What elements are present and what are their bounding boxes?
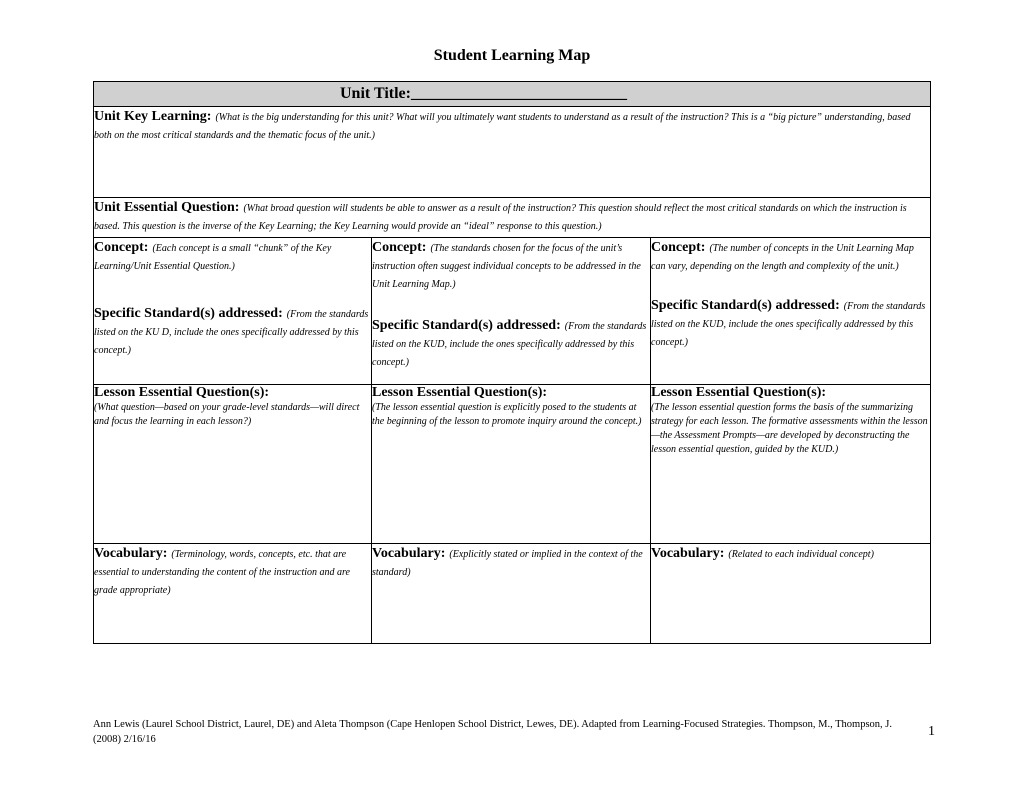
concept-cell-3: [651, 238, 931, 385]
vocabulary-note: (Explicitly stated or implied in the context of the standard): [372, 549, 643, 578]
standard-note: (From the standards listed on the KUD, include the ones specifically addressed by this concept.): [372, 321, 647, 368]
vocabulary-label: Vocabulary:: [651, 546, 725, 561]
concept-label: Concept:: [651, 240, 706, 255]
vocabulary-cell-1: [94, 544, 372, 644]
unit-key-learning-cell: [94, 107, 931, 198]
concept-cell-1: [94, 238, 372, 385]
vocabulary-cell-3: [651, 544, 931, 644]
unit-essential-question-label: Unit Essential Question:: [94, 200, 240, 215]
lesson-question-cell-2: [372, 385, 651, 544]
concept-note: (Each concept is a small “chunk” of the Key Learning/Unit Essential Question.): [94, 243, 332, 272]
concept-label: Concept:: [94, 240, 149, 255]
unit-title-row: [94, 82, 931, 107]
standard-label: Specific Standard(s) addressed:: [651, 298, 840, 313]
standard-note: (From the standards listed on the KU D, include the ones specifically addressed by this concept.): [94, 309, 369, 356]
lesson-question-note: (What question—based on your grade-level standards—will direct and focus the learning in each lesson?): [94, 402, 360, 427]
unit-essential-question-cell: [94, 198, 931, 238]
standard-label: Specific Standard(s) addressed:: [372, 318, 561, 333]
concept-cell-2: [372, 238, 651, 385]
vocabulary-cell-2: [372, 544, 651, 644]
concept-note: (The number of concepts in the Unit Learning Map can vary, depending on the length and complexity of the unit.): [651, 243, 914, 272]
page-number: 1: [928, 724, 935, 739]
lesson-question-note: (The lesson essential question is explicitly posed to the students at the beginning of the lesson to promote inquiry around the concept.): [372, 402, 642, 427]
footer-citation: Ann Lewis (Laurel School District, Laurel, DE) and Aleta Thompson (Cape Henlopen School District, Lewes, DE). Adapted from Learning-Focused Strategies. Thompson, M., Thompson, J. (2008) 2/16/16: [93, 719, 893, 745]
concept-note: (The standards chosen for the focus of the unit’s instruction often suggest individual concepts to be addressed in the Unit Learning Map.): [372, 243, 641, 290]
lesson-question-note: (The lesson essential question forms the basis of the summarizing strategy for each lesson. The formative assessments within the lesson—the Assessment Prompts—are developed by deconstructing the lesson essential question, guided by the KUD.): [651, 402, 928, 455]
lesson-question-cell-1: [94, 385, 372, 544]
unit-title-label: Unit Title:___________________________: [340, 85, 627, 102]
unit-essential-question-note: (What broad question will students be able to answer as a result of the instruction? This question should reflect the most critical standards on which the instruction is based. This question is the inverse of the Key Learning; the Key Learning would provide an “ideal” response to this question.): [94, 203, 907, 232]
page-title: Student Learning Map: [433, 47, 591, 64]
concept-label: Concept:: [372, 240, 427, 255]
unit-key-learning-note: (What is the big understanding for this unit? What will you ultimately want students to understand as a result of the instruction? This is a “big picture” understanding, based both on the most critical standards and the thematic focus of the unit.): [94, 112, 911, 141]
vocabulary-note: (Terminology, words, concepts, etc. that are essential to understanding the content of the instruction and are grade appropriate): [94, 549, 350, 596]
unit-key-learning-label: Unit Key Learning:: [94, 109, 212, 124]
learning-map-table: [93, 81, 931, 644]
standard-note: (From the standards listed on the KUD, include the ones specifically addressed by this concept.): [651, 301, 926, 348]
vocabulary-note: (Related to each individual concept): [728, 549, 874, 560]
standard-label: Specific Standard(s) addressed:: [94, 306, 283, 321]
lesson-question-cell-3: [651, 385, 931, 544]
lesson-question-label: Lesson Essential Question(s):: [651, 385, 827, 400]
vocabulary-label: Vocabulary:: [372, 546, 446, 561]
lesson-question-label: Lesson Essential Question(s):: [94, 385, 270, 400]
vocabulary-label: Vocabulary:: [94, 546, 168, 561]
lesson-question-label: Lesson Essential Question(s):: [372, 385, 548, 400]
